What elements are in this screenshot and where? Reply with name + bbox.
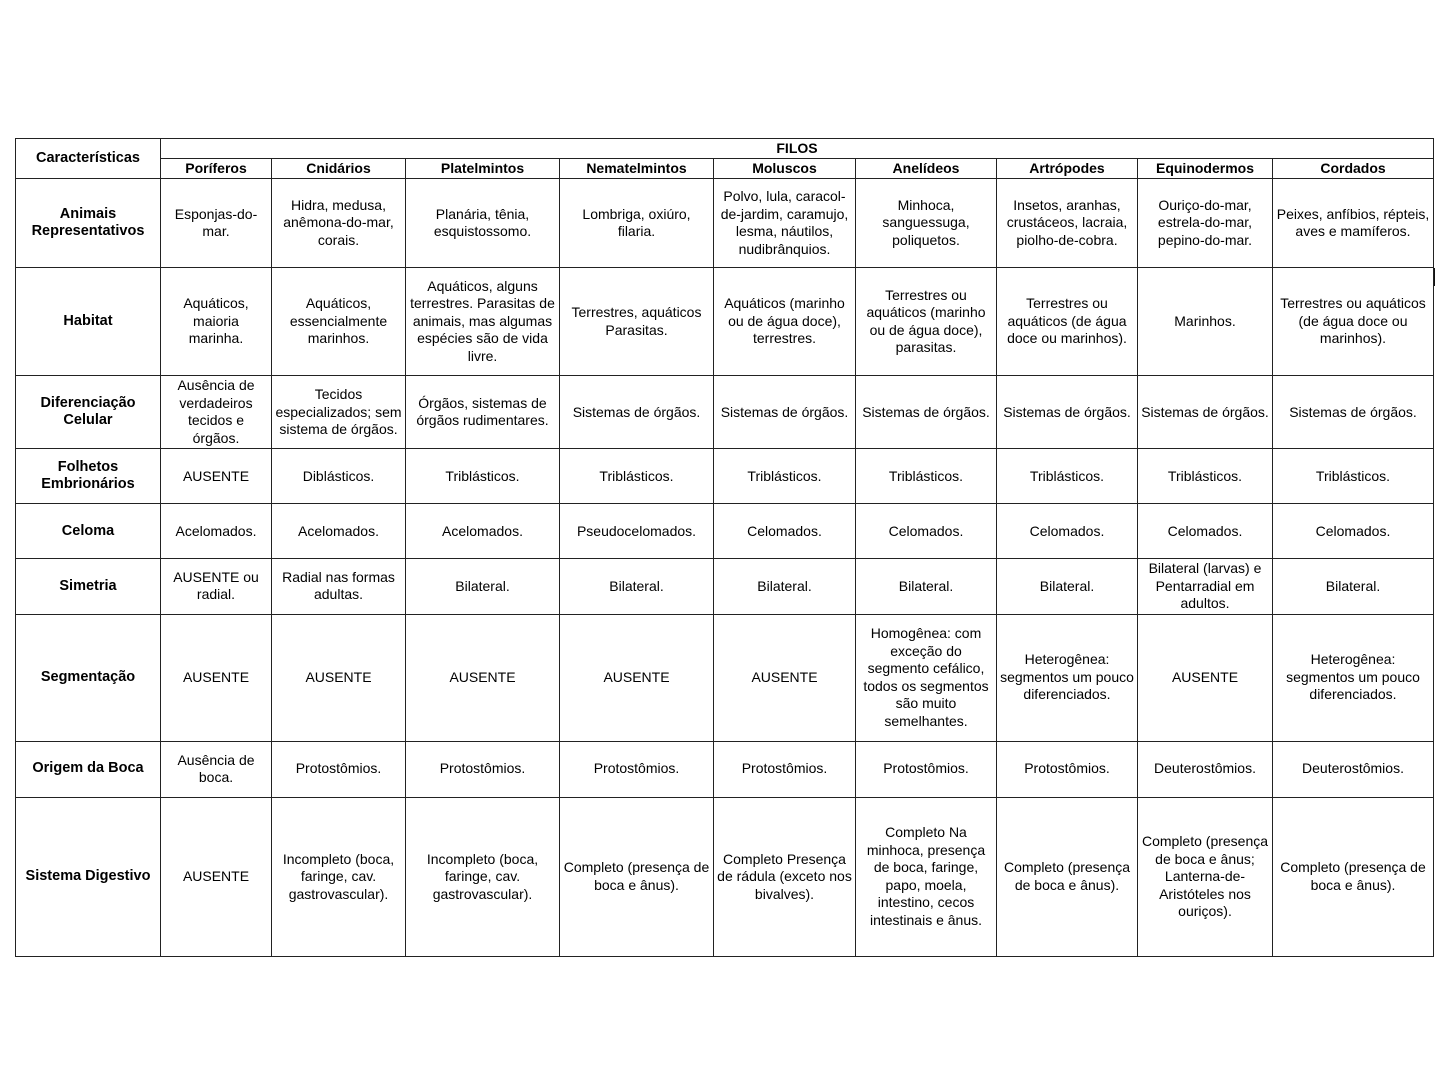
table-cell: Triblásticos.	[997, 449, 1138, 504]
table-cell: Acelomados.	[272, 504, 406, 559]
table-cell: Radial nas formas adultas.	[272, 559, 406, 614]
table-cell: Bilateral (larvas) e Pentarradial em adultos.	[1138, 559, 1273, 614]
table-cell: Hidra, medusa, anêmona-do-mar, corais.	[272, 179, 406, 268]
table-cell: Completo (presença de boca e ânus).	[560, 797, 714, 956]
table-cell: Bilateral.	[1273, 559, 1434, 614]
table-row	[16, 449, 1434, 504]
table-cell: Acelomados.	[406, 504, 560, 559]
table-cell: Homogênea: com exceção do segmento cefálico, todos os segmentos são muito semelhantes.	[856, 614, 997, 741]
phyla-header-row	[16, 159, 1434, 179]
table-cell: AUSENTE	[560, 614, 714, 741]
phyla-group-header: FILOS	[161, 139, 1434, 159]
table-cell: Deuterostômios.	[1273, 741, 1434, 797]
table-cell: Ausência de verdadeiros tecidos e órgãos.	[161, 376, 272, 449]
table-cell: Sistemas de órgãos.	[856, 376, 997, 449]
table-cell: AUSENTE ou radial.	[161, 559, 272, 614]
table-cell: Incompleto (boca, faringe, cav. gastrovascular).	[406, 797, 560, 956]
table-cell: Bilateral.	[560, 559, 714, 614]
table-cell: Bilateral.	[714, 559, 856, 614]
table-cell: Polvo, lula, caracol-de-jardim, caramujo, lesma, náutilos, nudibrânquios.	[714, 179, 856, 268]
phylum-header: Platelmintos	[406, 159, 560, 179]
table-cell: Protostômios.	[856, 741, 997, 797]
row-label: Sistema Digestivo	[16, 797, 161, 956]
table-cell: Diblásticos.	[272, 449, 406, 504]
table-cell: AUSENTE	[272, 614, 406, 741]
table-cell: AUSENTE	[406, 614, 560, 741]
table-cell: Ausência de boca.	[161, 741, 272, 797]
table-cell: AUSENTE	[161, 614, 272, 741]
table-cell: Sistemas de órgãos.	[1138, 376, 1273, 449]
corner-header: Características	[16, 139, 161, 179]
table-row	[16, 559, 1434, 614]
table-cell: Completo (presença de boca e ânus; Lanterna-de-Aristóteles nos ouriços).	[1138, 797, 1273, 956]
table-cell: Protostômios.	[560, 741, 714, 797]
table-cell: Celomados.	[997, 504, 1138, 559]
phylum-header: Anelídeos	[856, 159, 997, 179]
table-cell: Esponjas-do-mar.	[161, 179, 272, 268]
table-cell: Celomados.	[714, 504, 856, 559]
table-cell: Sistemas de órgãos.	[714, 376, 856, 449]
table-cell: Aquáticos, essencialmente marinhos.	[272, 268, 406, 376]
row-label: Diferenciação Celular	[16, 376, 161, 449]
table-cell: Minhoca, sanguessuga, poliquetos.	[856, 179, 997, 268]
row-label: Celoma	[16, 504, 161, 559]
phylum-header: Cordados	[1273, 159, 1434, 179]
table-cell: Triblásticos.	[856, 449, 997, 504]
table-cell: Aquáticos, alguns terrestres. Parasitas de animais, mas algumas espécies são de vida livre.	[406, 268, 560, 376]
row-label: Animais Representativos	[16, 179, 161, 268]
phylum-header: Nematelmintos	[560, 159, 714, 179]
table-cell: Celomados.	[1273, 504, 1434, 559]
row-label: Origem da Boca	[16, 741, 161, 797]
phylum-header: Poríferos	[161, 159, 272, 179]
row-label: Segmentação	[16, 614, 161, 741]
phylum-header: Cnidários	[272, 159, 406, 179]
table-cell: Terrestres ou aquáticos (de água doce ou marinhos).	[997, 268, 1138, 376]
table-cell: Peixes, anfíbios, répteis, aves e mamíferos.	[1273, 179, 1434, 268]
table-cell: Protostômios.	[272, 741, 406, 797]
table-cell: Protostômios.	[714, 741, 856, 797]
table-cell: Deuterostômios.	[1138, 741, 1273, 797]
table-cell: Bilateral.	[997, 559, 1138, 614]
table-cell: Protostômios.	[406, 741, 560, 797]
phylum-header: Equinodermos	[1138, 159, 1273, 179]
table-cell: Triblásticos.	[714, 449, 856, 504]
table-cell: Tecidos especializados; sem sistema de órgãos.	[272, 376, 406, 449]
table-cell: Ouriço-do-mar, estrela-do-mar, pepino-do-mar.	[1138, 179, 1273, 268]
table-cell: Marinhos.	[1138, 268, 1273, 376]
table-cell: Completo (presença de boca e ânus).	[1273, 797, 1434, 956]
phylum-header: Moluscos	[714, 159, 856, 179]
table-row	[16, 614, 1434, 741]
table-row	[16, 376, 1434, 449]
table-cell: Completo (presença de boca e ânus).	[997, 797, 1138, 956]
table-cell: Sistemas de órgãos.	[1273, 376, 1434, 449]
table-cell: Planária, tênia, esquistossomo.	[406, 179, 560, 268]
table-cell: Sistemas de órgãos.	[560, 376, 714, 449]
table-cell: Sistemas de órgãos.	[997, 376, 1138, 449]
table-cell: AUSENTE	[1138, 614, 1273, 741]
table-cell: Triblásticos.	[560, 449, 714, 504]
table-cell: Completo Na minhoca, presença de boca, faringe, papo, moela, intestino, cecos intestinais e ânus.	[856, 797, 997, 956]
phylum-header: Artrópodes	[997, 159, 1138, 179]
table-row	[16, 179, 1434, 268]
table-cell: Celomados.	[856, 504, 997, 559]
row-label: Habitat	[16, 268, 161, 376]
table-cell: Bilateral.	[406, 559, 560, 614]
table-cell: Bilateral.	[856, 559, 997, 614]
table-row	[16, 504, 1434, 559]
table-cell: Protostômios.	[997, 741, 1138, 797]
table-body	[16, 179, 1434, 957]
table-cell: Acelomados.	[161, 504, 272, 559]
phyla-comparison-table	[15, 138, 1434, 957]
table-cell: Celomados.	[1138, 504, 1273, 559]
table-row	[16, 741, 1434, 797]
row-label: Simetria	[16, 559, 161, 614]
table-cell: Terrestres ou aquáticos (marinho ou de água doce), parasitas.	[856, 268, 997, 376]
table-cell: AUSENTE	[161, 449, 272, 504]
table-cell: Triblásticos.	[1273, 449, 1434, 504]
table-cell: Terrestres, aquáticos Parasitas.	[560, 268, 714, 376]
row-label: Folhetos Embrionários	[16, 449, 161, 504]
table-cell: Terrestres ou aquáticos (de água doce ou marinhos).	[1273, 268, 1434, 376]
table-cell: Completo Presença de rádula (exceto nos bivalves).	[714, 797, 856, 956]
table-cell: Heterogênea: segmentos um pouco diferenciados.	[1273, 614, 1434, 741]
table-cell: AUSENTE	[714, 614, 856, 741]
table-cell: AUSENTE	[161, 797, 272, 956]
table-cell: Aquáticos, maioria marinha.	[161, 268, 272, 376]
table-cell: Heterogênea: segmentos um pouco diferenciados.	[997, 614, 1138, 741]
table-row	[16, 797, 1434, 956]
table-cell: Insetos, aranhas, crustáceos, lacraia, piolho-de-cobra.	[997, 179, 1138, 268]
table-cell: Pseudocelomados.	[560, 504, 714, 559]
table-row	[16, 268, 1434, 376]
table-cell: Órgãos, sistemas de órgãos rudimentares.	[406, 376, 560, 449]
table-cell: Lombriga, oxiúro, filaria.	[560, 179, 714, 268]
table-cell: Aquáticos (marinho ou de água doce), terrestres.	[714, 268, 856, 376]
table-cell: Triblásticos.	[1138, 449, 1273, 504]
table-cell: Triblásticos.	[406, 449, 560, 504]
table-cell: Incompleto (boca, faringe, cav. gastrovascular).	[272, 797, 406, 956]
